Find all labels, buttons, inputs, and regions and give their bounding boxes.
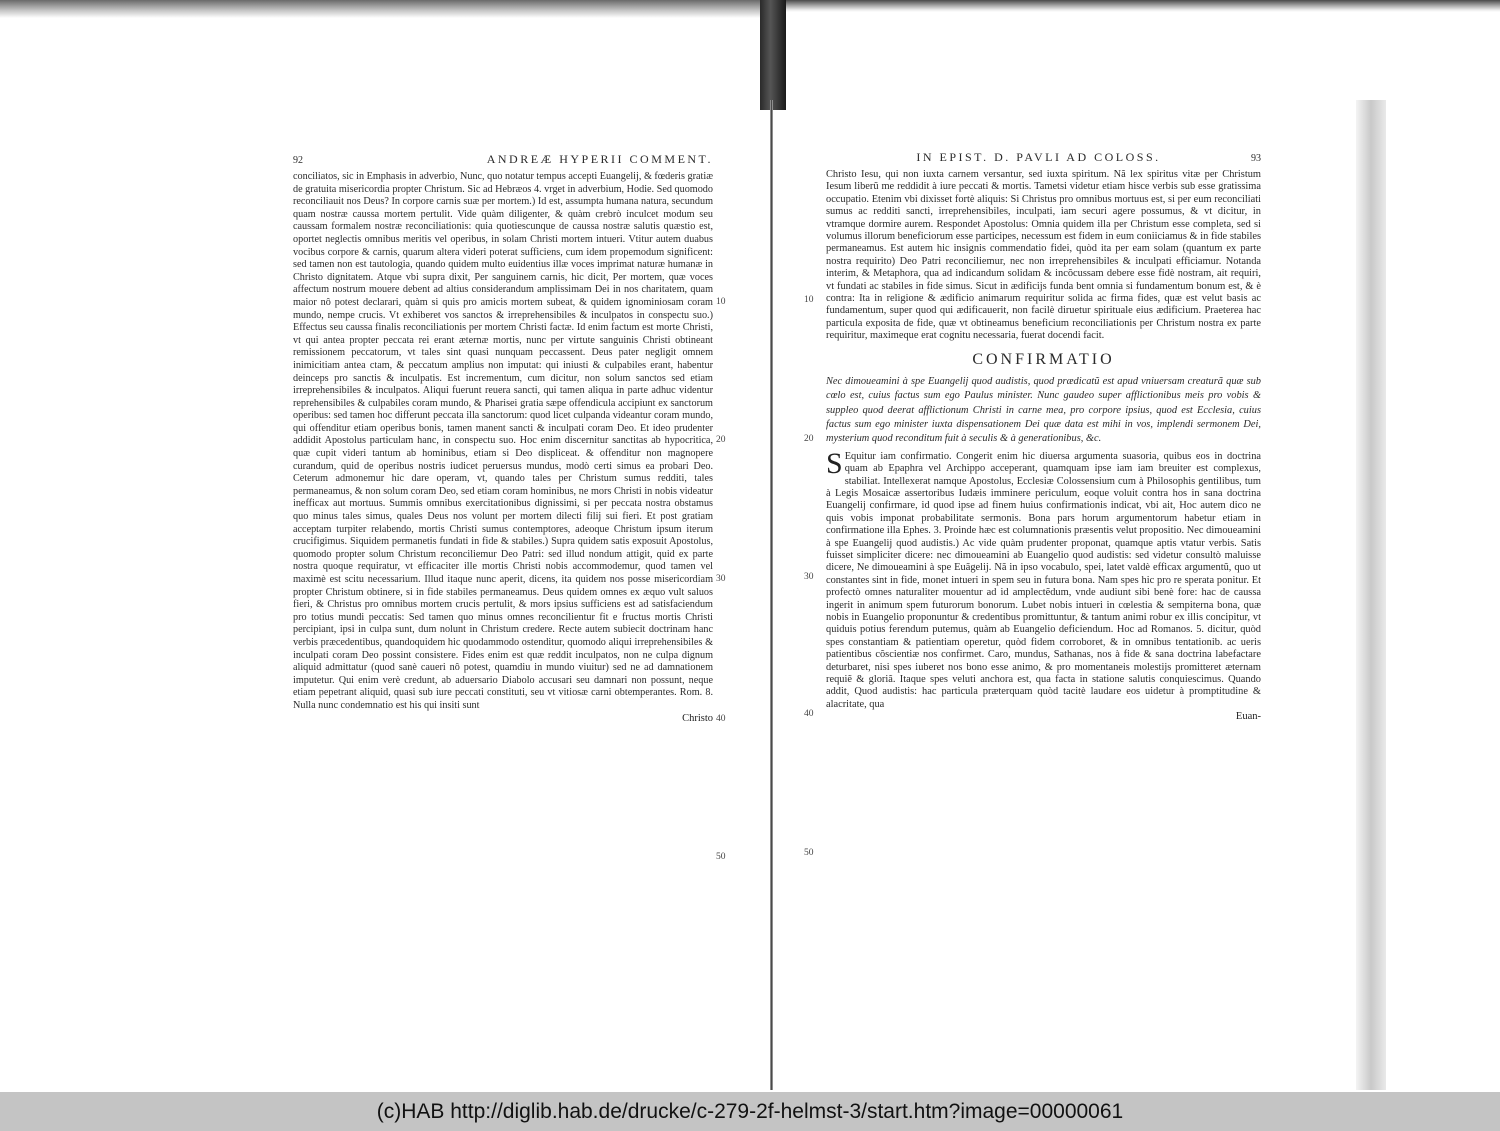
- copyright-url-text: (c)HAB http://diglib.hab.de/drucke/c-279-2f-helmst-3/start.htm?image=00000061: [376, 1099, 1124, 1123]
- scripture-passage: Nec dimoueamini à spe Euangelij quod audistis, quod prædicatũ est apud vniuersam creaturã quæ sub cœlo est, cuius factus sum ego Paulus minister. Nunc gaudeo super afflictionibus meis pro vobis & suppleo quod deerat afflictionum Christi in carne mea, pro corpore ipsius, quod est Ecclesia, cuius factus sum ego minister iuxta dispensationem Dei quæ data est mihi in vos, implendi sermonem Dei, mysterium quod reconditum fuit à seculis & à generationibus, &c.: [826, 375, 1261, 445]
- right-folio: 93: [1251, 153, 1261, 164]
- right-page: [826, 150, 1261, 723]
- left-page-body: conciliatos, sic in Emphasis in adverbio, Nunc, quo notatur tempus accepti Euangelij, & fœderis gratiæ de gratuita misericordia propter Christum. Sic ad Hebræos 4. vrget in adverbium, Hodie. Sed quomodo reconciliauit nos Deus? In corpore carnis suæ per mortem.) Id est, assumpta humana natura, secundum quam nostræ caussa mortem pertulit. Vide quàm diligenter, & quàm crebrò inculcet modum seu caussam formalem nostræ reconciliationis: quia quotiescunque de caussa nostræ salutis quæstio est, oportet neglectis omnibus meritis vel operibus, in solam Christi mortem intueri. Vtitur autem duabus vocibus corpore & carnis, quarum altera videri poterat sufficiens, cum idem propemodum significent: sed tamen non est tautologia, quando quidem multo euidentius illæ voces imprimat naturæ humanæ in Christo dignitatem. Atque vbi supra dixit, Per sanguinem carnis, hic dicit, Per mortem, quæ voces affectum nostrum mouere debent ad altius considerandum amplissimam Dei in nos charitatem, quam maior nô potest declarari, quàm si quis pro amicis mortem subeat, & quidem ignominiosam coram mundo, nempe crucis. Vt exhiberet vos sanctos & irreprehensibiles & inculpatos in conspectu suo.) Effectus seu caussa finalis reconciliationis per mortem Christi factæ. Id enim factum est morte Christi, vt qui antea propter peccata rei erant æternæ mortis, nunc per virtute sanguinis Christi obtineant remissionem peccatorum, vt tales sint quasi nunquam peccassent. Deus pater negligit omnem inimicitiam antea ctam, & peccatum amplius non imputat: qui iniusti & culpabiles erant, habentur deinceps pro sanctis & inculpatis. Est incrementum, cum dicitur, non solum sanctos sed etiam irreprehensibiles & inculpatos. Aliqui fuerunt reuera sancti, qui tamen aliqua in parte adhuc videntur reprehensibiles & culpabiles coram mundo, & Pharisei gratia sæpe offendicula accipiunt ex sanctorum operibus: sed tamen hoc differunt peccata illa sanctorum: quod licet culpanda videantur coram mundo, qui offenditur etiam operibus bonis, tamen manent sancti & inculpati coram Deo. Et ideo prudenter addidit Apostolus particulam hanc, in conspectu suo. Hoc enim discernitur sanctitas ab hypocritica, quæ cupit videri tantum ab hominibus, etiam si Deo displiceat. & offenditur non magnopere curandum, quid de operibus nostris iudicet peruersus mundus, modò certi simus ea probari Deo. Ceterum admonemur hic dare operam, vt, quando tales per Christum sumus redditi, tales permaneamus, & non solum coram Deo, sed etiam coram hominibus, ne mors Christi in nobis videatur inefficax aut mortuus. Summis omnibus exercitationibus dignissimi, si per peccata nostra obstamus quo minus tales simus, quales Deus nos volunt per mortem dilecti filij sui fieri. Et post gratiam acceptam turpiter relabendo, mortis Christi sumus contemptores, adeoque Christum ipsum iterum crucifigimus. Siquidem permanetis fundati in fide & stabiles.) Supra quidem satis exposuit Apostolus, quomodo propter solum Christum reconciliemur Deo Patri: sed illud nondum attigit, quid ex parte nostra quoque requiratur, vt efficaciter ille mortis Christi nobis accommodemur, quod tamen vel maximè est scitu necessarium. Illud itaque nunc aperit, dicens, ita quidem nos posse misericordiam propter Christum obtinere, si in fide stabiles permaneamus. Deus quidem omnes ex æquo vult saluos fieri, & Christus pro omnibus mortem crucis pertulit, & mors ipsius sufficiens est ad satisfaciendum pro totius mundi peccatis: Sed tamen quo minus omnes reconcilientur fit e fructus mortis Christi percipiant, ipsi in culpa sunt, dum nolunt in Christum credere. Recte autem subiecit doctrinam hanc verbis præcedentibus, quandoquidem hic quodammodo ostenditur, quomodo aliqui irreprehensibiles & inculpati coram Deo possint consistere. Fides enim est quæ reddit inculpatos, non ne culpa dignum aliquid admittatur (quod sanè caueri nô potest, quamdiu in mundo viuitur) sed ne ad damnationem imputetur. Qui enim verè credunt, ab aduersario Diabolo accusari seu damnari non possunt, neque etiam pepetrant aliquid, quasi sub iure peccati constituti, seu vt vitiosæ carni obtemperantes. Rom. 8. Nulla nunc condemnatio est his qui insiti sunt: [293, 171, 713, 711]
- right-running-head: [826, 150, 1261, 165]
- left-line-number-10: 10: [716, 297, 726, 307]
- left-line-number-50: 50: [716, 852, 726, 862]
- copyright-footer-bar: [0, 1092, 1500, 1131]
- right-body-bottom-text: Equitur iam confirmatio. Congerit enim hic diuersa argumenta suasoria, quibus eos in doctrina quam ab Epaphra vel Archippo acceperant, quamquam ipse iam iam breuiter est complexus, stabiliat. Intellexerat namque Apostolus, Ecclesiæ Colossensium cum à Philosophis gentilibus, tum à Legis Mosaicæ assertoribus Iudæis imminere periculum, eoque voluit contra hos in sana doctrina Euangelij confirmare, id quod ipse ad finem huius confirmationis indicat, vbi ait, Hoc autem dico ne quis vobis imponat probabilitate sermonis. Bona pars horum argumentorum habetur etiam in confirmatione illa Ephes. 3. Proinde hæc est columnationis præsentis velut propositio. Nec dimoueamini à spe Euangelij quod audistis.) Ac vide quàm prudenter proponat, quamque aptis vtatur verbis. Satis fuisset simpliciter dicere: nec dimoueamini ab Euangelio quod audistis: sed videtur consultò maluisse dicere, Ne dimoueamini à spe Euãgelij. Nã in ipso vocabulo, spei, latet valdè efficax argumentũ, quo ut constantes sint in fide, monet intueri in spem seu in futura bona. Nam spes hic pro re sperata ponitur. Et profectò omnes naturaliter mouentur ad id amplectẽdum, vnde audiunt sibi benè fore: hac de caussa ingerit in animum spem futurorum bonorum. Lubet nobis intueri in cœlestia & sempiterna bona, quæ nobis in Euangelio proponuntur & credentibus promittuntur, & tantum animi robur ex illis concipitur, vt quiduis potius ferendum putemus, quàm ab Euangelio deficiendum. Hoc ad Romanos. 5. dicitur, quòd spes constantiam & patientiam operetur, quòd fidem corroboret, & in omnibus tentationib. ac ueris patientibus cõscientiæ nos confirmet. Caro, mundus, Sathanas, nos à fide & sana doctrina labefactare deturbaret, nisi spes iuberet nos bono esse animo, & pro momentaneis molestijs promitteret æternam requiẽ & gloriã. Itaque spes veluti anchora est, qua facta in statione salutis conquiescimus. Quando addit, Quod audistis: hac particula præterquam quòd tacitè laudare eos uidetur à promptitudine & alacritate, qua: [826, 450, 1261, 710]
- left-page: [293, 152, 713, 725]
- right-catchword: Euan-: [1235, 711, 1261, 723]
- drop-cap: S: [826, 446, 843, 480]
- section-heading-confirmatio: CONFIRMATIO: [972, 350, 1115, 368]
- book-gutter: [770, 100, 773, 1090]
- left-line-number-30: 30: [716, 574, 726, 584]
- scan-top-shadow-left: [0, 0, 760, 18]
- right-line-number-20: 20: [804, 434, 814, 444]
- left-line-number-40: 40: [716, 714, 726, 724]
- right-line-number-30: 30: [804, 572, 814, 582]
- left-running-title: ANDREÆ HYPERII COMMENT.: [486, 152, 713, 166]
- right-line-number-40: 40: [804, 709, 814, 719]
- right-page-body-top: Christo Iesu, qui non iuxta carnem versantur, sed iuxta spiritum. Nã lex spiritus vitæ per Christum Iesum liberũ me reddidit à iure peccati & mortis. Tametsi videtur etiam hisce verbis sub esse gratissima occupatio. Etenim vbi dixisset fortè aliquis: Si Christus pro omnibus mortuus est, si per eum reconciliati sumus ac redditi sancti, irreprehensibiles, inculpati, iam securi agere possumus, & vt dicitur, in vtramque dormire aurem. Respondet Apostolus: Omnia quidem illa per Christum esse completa, sed si volumus illorum beneficiorum esse participes, necessum est fidem in eum coniiciamus & in fide stabiles permaneamus. Est autem hic insignis commendatio fidei, quòd ita per eam solam (quantum ex parte nostra requirito) Deo Patri reconciliemur, nec non irreprehensibiles & inculpati efficiamur. Notanda interim, & Metaphora, qua ad indicandum solidam & incõcussam debere esse fidè nostram, ait requiri, vt fundati ac stabiles in fide simus. Sicut in ædificijs funda bent omnia si fundamentum bonum est, & è contra: Ita in religione & ædificio animarum requiritur solida ac firma fides, quæ est velut basis ac fundamentum, super quod qui ædificauerit, non facilè diruetur spirituale eius ædificium. Praeterea hac particula exposita de fide, quæ vt obtineamus beneficium reconciliationis per Christum nostra ex parte requiritur, maximeque erat cognitu necessaria, fuerat docendi facit.: [826, 169, 1261, 342]
- page-edge-strip: [1356, 100, 1386, 1090]
- right-running-title: IN EPIST. D. PAVLI AD COLOSS.: [916, 150, 1161, 164]
- left-folio: 92: [293, 155, 303, 166]
- left-running-head: [293, 152, 713, 167]
- right-line-number-10: 10: [804, 295, 814, 305]
- right-page-body-bottom: [826, 446, 1261, 712]
- right-line-number-50: 50: [804, 848, 814, 858]
- left-line-number-20: 20: [716, 435, 726, 445]
- left-catchword: Christo: [682, 712, 713, 724]
- book-spine: [760, 0, 786, 110]
